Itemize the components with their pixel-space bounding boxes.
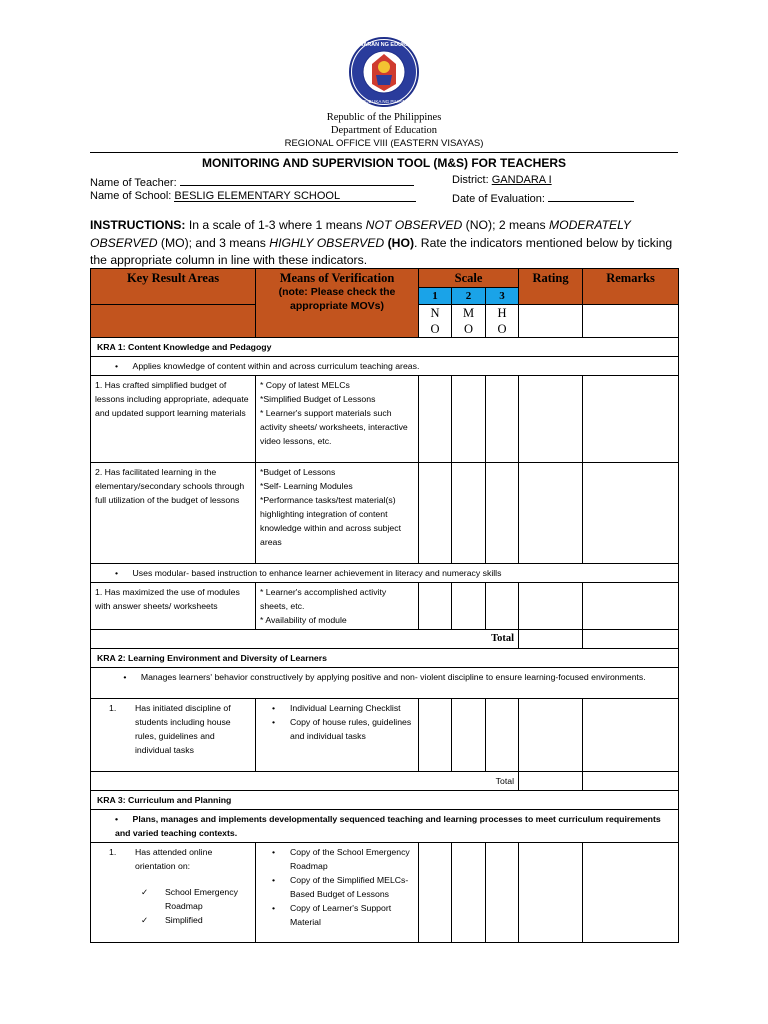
remarks-cell[interactable] (583, 843, 679, 943)
kra3-title-row (91, 791, 679, 810)
kra3-bullet-row (91, 810, 679, 843)
kra1-title: KRA 1: Content Knowledge and Pedagogy (91, 338, 679, 357)
teacher-field (90, 174, 414, 189)
header-remarks: Remarks (583, 269, 679, 305)
district-label: District: (452, 174, 489, 186)
kra1-bullet2: • Uses modular- based instruction to enhance learner achievement in literacy and numeracy skills (91, 564, 679, 583)
kra1-total-label: Total (91, 630, 519, 649)
rating-cell[interactable] (519, 699, 583, 772)
kra1-bullet1: • Applies knowledge of content within and across curriculum teaching areas. (91, 357, 679, 376)
kra2-bullet-row (91, 668, 679, 699)
evaluation-label: Date of Evaluation: (452, 193, 545, 205)
scale-ho: H O (486, 305, 519, 338)
kra2-title: KRA 2: Learning Environment and Diversity of Learners (91, 649, 679, 668)
remarks-cell[interactable] (583, 699, 679, 772)
kra2-total-remarks (583, 772, 679, 791)
kra1-total-remarks (583, 630, 679, 649)
scale-3: 3 (486, 288, 519, 305)
svg-text:KAGAWARAN NG EDUKASYON: KAGAWARAN NG EDUKASYON (342, 42, 426, 48)
tick-cell[interactable] (419, 463, 452, 564)
kra1-row1-indicator: 1. Has crafted simplified budget of lessons including appropriate, adequate and updated support learning materials (91, 376, 256, 463)
scale-1: 1 (419, 288, 452, 305)
kra2-title-row (91, 649, 679, 668)
evaluation-input-line[interactable] (548, 190, 634, 202)
remarks-cell[interactable] (583, 463, 679, 564)
rating-cell[interactable] (519, 463, 583, 564)
svg-text:REPUBLIKA NG PILIPINAS: REPUBLIKA NG PILIPINAS (356, 99, 412, 104)
remarks-cell[interactable] (583, 376, 679, 463)
school-value: BESLIG ELEMENTARY SCHOOL (174, 190, 416, 202)
header-rule (90, 152, 678, 153)
tick-cell[interactable] (452, 583, 486, 630)
school-label: Name of School: (90, 190, 172, 202)
kra2-row1-indicator: 1. Has initiated discipline of students including house rules, guidelines and individual tasks (91, 699, 256, 772)
evaluation-field (452, 190, 634, 205)
kra3-row1-movs: • Copy of the School Emergency Roadmap • Copy of the Simplified MELCs- Based Budget of Lessons • Copy of Learner's Support Material (256, 843, 419, 943)
scale-2: 2 (452, 288, 486, 305)
kra1-row1-movs: * Copy of latest MELCs *Simplified Budget of Lessons * Learner's support materials such activity sheets/ worksheets, interactive video lessons, etc. (256, 376, 419, 463)
rating-cell[interactable] (519, 376, 583, 463)
teacher-label: Name of Teacher: (90, 177, 177, 189)
teacher-input-line[interactable] (180, 174, 414, 186)
kra1-total-row (91, 630, 679, 649)
kra1-title-row (91, 338, 679, 357)
kra3-title: KRA 3: Curriculum and Planning (91, 791, 679, 810)
scale-no: N O (419, 305, 452, 338)
kra1-total-value[interactable] (519, 630, 583, 649)
header-key-result-areas: Key Result Areas (91, 269, 256, 305)
table-row (91, 583, 679, 630)
kra3-bullet1: • Plans, manages and implements developmentally sequenced teaching and learning processes to meet curriculum requirements and varied teaching contexts. (91, 810, 679, 843)
remarks-cell[interactable] (583, 583, 679, 630)
kra2-bullet1: • Manages learners' behavior constructively by applying positive and non- violent discipline to ensure learning-focused environments. (91, 668, 679, 699)
tick-cell[interactable] (486, 376, 519, 463)
deped-seal-logo (330, 37, 438, 107)
tick-cell[interactable] (419, 843, 452, 943)
tick-cell[interactable] (452, 699, 486, 772)
table-row (91, 376, 679, 463)
tick-cell[interactable] (452, 376, 486, 463)
tick-cell[interactable] (419, 699, 452, 772)
kra2-row1-movs: • Individual Learning Checklist • Copy of house rules, guidelines and individual tasks (256, 699, 419, 772)
rating-cell[interactable] (519, 305, 583, 338)
header-republic: Republic of the Philippines (326, 112, 442, 123)
remarks-cell[interactable] (583, 305, 679, 338)
header-region: REGIONAL OFFICE VIII (EASTERN VISAYAS) (284, 138, 484, 149)
kra3-row1-indicator: 1. Has attended online orientation on: ✓ School Emergency Roadmap ✓ Simplified (91, 843, 256, 943)
kra2-total-row (91, 772, 679, 791)
tick-cell[interactable] (486, 583, 519, 630)
header-kra-fill (91, 305, 256, 338)
kra1-bullet2-row (91, 564, 679, 583)
kra2-total-value[interactable] (519, 772, 583, 791)
table-header-row (91, 269, 679, 288)
district-field (452, 174, 552, 186)
tick-cell[interactable] (452, 463, 486, 564)
rating-cell[interactable] (519, 583, 583, 630)
page-title: MONITORING AND SUPERVISION TOOL (M&S) FOR TEACHERS (201, 156, 567, 170)
tick-cell[interactable] (452, 843, 486, 943)
table-row (91, 843, 679, 943)
header-scale: Scale (419, 269, 519, 288)
kra1-bullet-row (91, 357, 679, 376)
kra1-row2-indicator: 2. Has facilitated learning in the elementary/secondary schools through full utilization of the budget of lessons (91, 463, 256, 564)
kra1-row3-indicator: 1. Has maximized the use of modules with answer sheets/ worksheets (91, 583, 256, 630)
tick-cell[interactable] (419, 376, 452, 463)
header-means-of-verification: Means of Verification (note: Please check the appropriate MOVs) (256, 269, 419, 338)
tick-cell[interactable] (486, 843, 519, 943)
district-value: GANDARA I (491, 174, 552, 186)
school-field (90, 190, 416, 202)
table-row (91, 463, 679, 564)
tick-cell[interactable] (486, 699, 519, 772)
tick-cell[interactable] (419, 583, 452, 630)
kra1-row3-movs: * Learner's accomplished activity sheets, etc. * Availability of module (256, 583, 419, 630)
tick-cell[interactable] (486, 463, 519, 564)
header-department: Department of Education (330, 125, 438, 136)
table-row (91, 699, 679, 772)
rating-cell[interactable] (519, 843, 583, 943)
monitoring-table (90, 268, 679, 943)
instructions: INSTRUCTIONS: In a scale of 1-3 where 1 means NOT OBSERVED (NO); 2 means MODERATELY OBSERVED (MO); and 3 means HIGHLY OBSERVED (HO). Rate the indicators mentioned below by ticking the appropriate column in line with these indicators. (90, 218, 673, 267)
kra2-total-label: Total (91, 772, 519, 791)
kra1-row2-movs: *Budget of Lessons *Self- Learning Modules *Performance tasks/test material(s) highlighting integration of content knowledge within and across subject areas (256, 463, 419, 564)
scale-mo: M O (452, 305, 486, 338)
header-rating: Rating (519, 269, 583, 305)
